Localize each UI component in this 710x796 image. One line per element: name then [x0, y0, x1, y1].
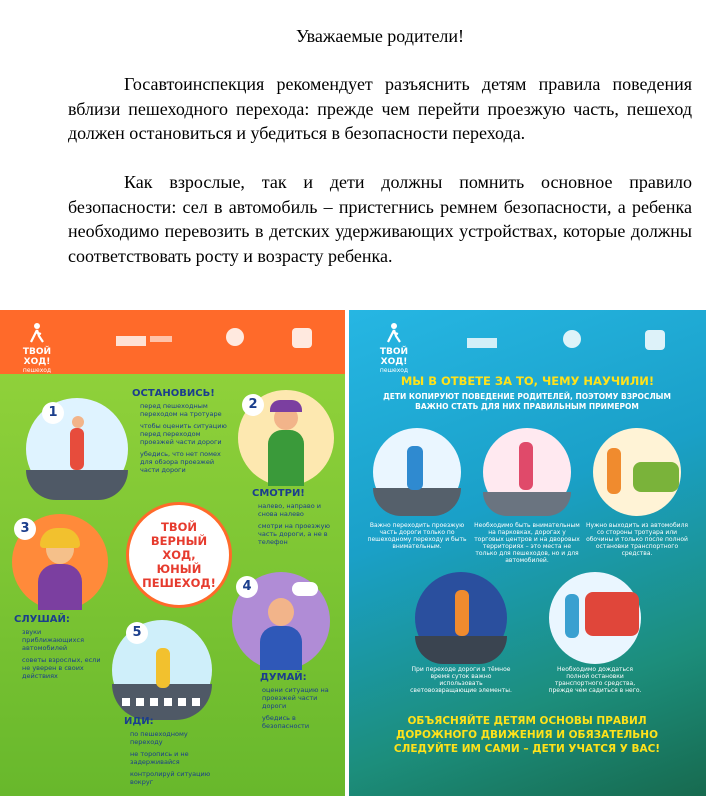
step-4-number: 4 [236, 576, 258, 598]
scene-2-caption: Необходимо быть внимательным на парковках, дорогах у торговых центров и на дворовых территориях – это места не только для пешеходов, но и для автомобилей. [474, 522, 580, 564]
step-1-number: 1 [42, 402, 64, 424]
step-1-item: перед пешеходным переходом на тротуаре [140, 402, 222, 418]
step-5-list [130, 730, 222, 786]
scene-4-illustration [415, 572, 507, 664]
scene-3-illustration [593, 428, 681, 516]
step-1-item: убедись, что нет помех для обзора проезжей части дороги [140, 450, 221, 474]
poster-left-logo [14, 322, 60, 374]
ministry-logo [467, 338, 497, 348]
step-3-item: звуки приближающихся автомобилей [22, 628, 84, 652]
step-2-number: 2 [242, 394, 264, 416]
scene-3-caption: Нужно выходить из автомобиля со стороны тротуара или обочины и только после полной остановки транспортного средства. [585, 522, 689, 557]
step-3-list [22, 628, 104, 680]
poster-left [0, 310, 345, 796]
step-3-item: советы взрослых, если не уверен в своих действиях [22, 656, 101, 680]
step-1-item: чтобы оценить ситуацию перед переходом проезжей части дороги [140, 422, 227, 446]
step-3-number: 3 [14, 518, 36, 540]
gibdd-emblem-icon [292, 328, 312, 348]
ministry-logo-text [150, 336, 172, 342]
letter-paragraph-1: Госавтоинспекция рекомендует разъяснить детям правила поведения вблизи пешеходного перехода: прежде чем перейти проезжую часть, пешеход должен остановиться и убедиться в безопасности перехода. [68, 74, 692, 143]
center-badge [126, 502, 232, 608]
step-2-list [258, 502, 340, 546]
logo-subtext: пешеход [379, 367, 409, 374]
pedestrian-icon [383, 322, 405, 344]
pedestrian-icon [26, 322, 48, 344]
ministry-logo [116, 336, 146, 346]
logo-subtext: пешеход [22, 367, 52, 374]
letter-heading: Уважаемые родители! [295, 26, 465, 46]
logo-text: ТВОЙ ХОД! [22, 347, 52, 367]
step-4-item: оцени ситуацию на проезжей части дороги [262, 686, 329, 710]
step-5-item: не торопись и не задерживайся [130, 750, 189, 766]
police-emblem-icon [563, 330, 581, 348]
step-5-item: по пешеходному переходу [130, 730, 188, 746]
scene-5-caption: Необходимо дождаться полной остановки транспортного средства, прежде чем садиться в него. [548, 666, 642, 694]
center-text: ТВОЙ ВЕРНЫЙ ХОД, ЮНЫЙ ПЕШЕХОД! [142, 520, 216, 590]
poster-right-footer: ОБЪЯСНЯЙТЕ ДЕТЯМ ОСНОВЫ ПРАВИЛ ДОРОЖНОГО ДВИЖЕНИЯ И ОБЯЗАТЕЛЬНО СЛЕДУЙТЕ ИМ САМИ – ДЕТИ УЧАТСЯ У ВАС! [393, 715, 661, 755]
step-1-list [140, 402, 232, 474]
scene-5-illustration [549, 572, 641, 664]
step-5-number: 5 [126, 622, 148, 644]
poster-right-title: МЫ В ОТВЕТЕ ЗА ТО, ЧЕМУ НАУЧИЛИ! [400, 374, 655, 388]
step-1-title: ОСТАНОВИСЬ! [132, 388, 215, 399]
step-2-item: налево, направо и снова налево [258, 502, 322, 518]
poster-right [349, 310, 706, 796]
step-4-title: ДУМАЙ: [260, 672, 307, 683]
step-5-item: контролируй ситуацию вокруг [130, 770, 211, 786]
step-2-item: смотри на проезжую часть дороги, а не в телефон [258, 522, 330, 546]
scene-1-illustration [373, 428, 461, 516]
step-3-title: СЛУШАЙ: [14, 614, 70, 625]
poster-right-subtitle: ДЕТИ КОПИРУЮТ ПОВЕДЕНИЕ РОДИТЕЛЕЙ, ПОЭТОМУ ВЗРОСЛЫМ ВАЖНО СТАТЬ ДЛЯ НИХ ПРАВИЛЬНЫМ ПРИМЕРОМ [383, 392, 671, 411]
letter-paragraph-2: Как взрослые, так и дети должны помнить основное правило безопасности: сел в автомобиль – пристегнись ремнем безопасности, а ребенка необходимо перевозить в детских удерживающих устройствах, которые должны соответствовать росту и возрасту ребенка. [68, 172, 692, 266]
logo-text: ТВОЙ ХОД! [379, 347, 409, 367]
step-2-title: СМОТРИ! [252, 488, 305, 499]
scene-4-caption: При переходе дороги в тёмное время суток важно использовать световозвращающие элементы. [410, 666, 512, 694]
step-4-list [262, 686, 342, 730]
scene-2-illustration [483, 428, 571, 516]
step-4-item: убедись в безопасности [262, 714, 310, 730]
step-5-title: ИДИ: [124, 716, 154, 727]
scene-1-caption: Важно переходить проезжую часть дороги только по пешеходному переходу и быть внимательным. [367, 522, 467, 550]
police-emblem-icon [226, 328, 244, 346]
poster-right-logo [371, 322, 417, 374]
gibdd-emblem-icon [645, 330, 665, 350]
